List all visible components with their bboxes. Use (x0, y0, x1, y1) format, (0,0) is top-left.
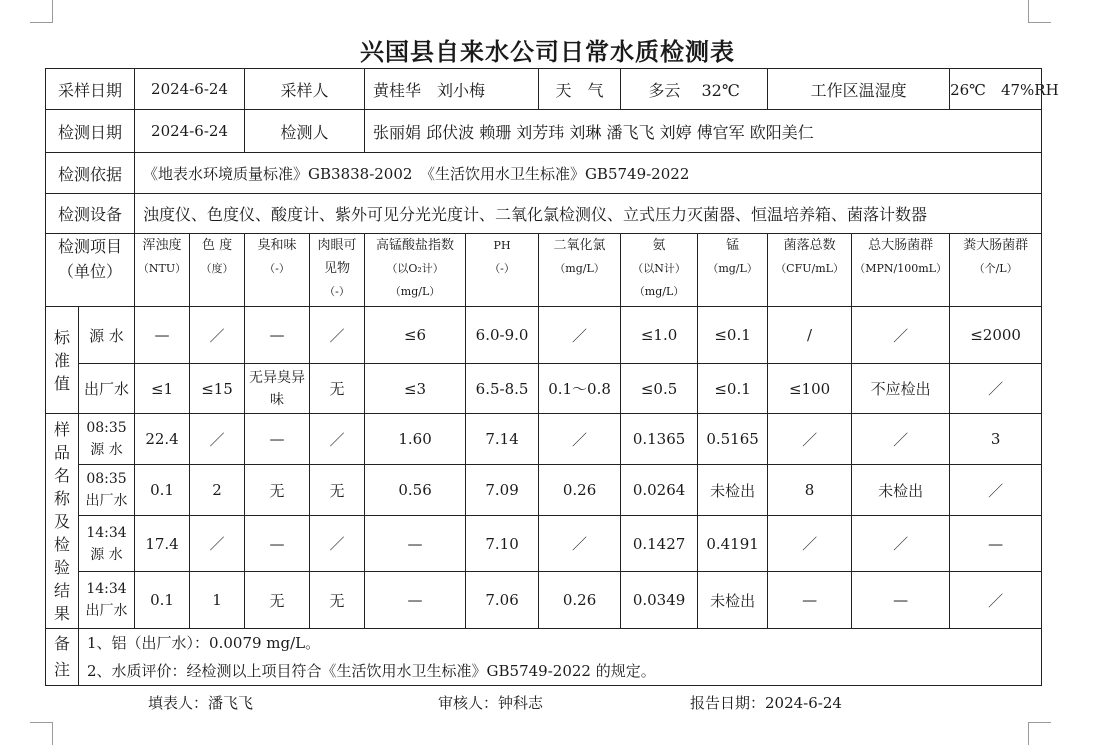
result-row (46, 414, 1042, 465)
result-cell: ／ (310, 414, 365, 465)
equipment-label: 检测设备 (46, 194, 135, 234)
sample-name: 08:35 出厂水 (79, 465, 135, 516)
sampler-label: 采样人 (245, 69, 365, 110)
col-header-total-coliform: 总大肠菌群 （MPN/100mL） (852, 234, 950, 307)
standard-cell: ≤100 (768, 364, 852, 414)
result-cell: — (768, 572, 852, 629)
standard-cell: — (245, 307, 310, 364)
result-cell: 未检出 (698, 572, 768, 629)
result-cell: 0.4191 (698, 516, 768, 572)
result-cell: — (245, 516, 310, 572)
standard-cell: ≤0.1 (698, 364, 768, 414)
result-cell: 1.60 (365, 414, 466, 465)
result-cell: 7.14 (466, 414, 539, 465)
basis-row (46, 153, 1042, 194)
standard-cell: ≤6 (365, 307, 466, 364)
result-cell: — (950, 516, 1042, 572)
standard-cell: — (135, 307, 190, 364)
result-cell: — (245, 414, 310, 465)
result-cell: 无 (310, 465, 365, 516)
result-cell: 0.56 (365, 465, 466, 516)
result-cell: ／ (310, 516, 365, 572)
result-cell: 22.4 (135, 414, 190, 465)
result-cell: 7.09 (466, 465, 539, 516)
sample-name: 14:34 出厂水 (79, 572, 135, 629)
result-cell: 无 (310, 572, 365, 629)
page-title: 兴国县自来水公司日常水质检测表 (360, 38, 735, 66)
remarks-text (79, 629, 1042, 686)
sampler-names: 黄桂华 刘小梅 (365, 69, 539, 110)
basis-text: 《地表水环境质量标准》GB3838-2002 《生活饮用水卫生标准》GB5749-2022 (135, 153, 1042, 194)
page-corner-mark (1028, 0, 1051, 23)
standard-label: 标 准 值 (46, 307, 79, 414)
report-date: 报告日期：2024-6-24 (690, 694, 842, 712)
remarks-label: 备 注 (46, 629, 79, 686)
result-cell: ／ (768, 516, 852, 572)
col-header-ammonia: 氨 （以N计） （mg/L） (621, 234, 698, 307)
equipment-row (46, 194, 1042, 234)
standard-cell: ／ (852, 307, 950, 364)
result-cell: 0.26 (539, 572, 621, 629)
result-cell: 0.1365 (621, 414, 698, 465)
col-header-visible-matter: 肉眼可 见物 （-） (310, 234, 365, 307)
col-header-ph: PH （-） (466, 234, 539, 307)
result-cell: ／ (950, 465, 1042, 516)
tester-label: 检测人 (245, 110, 365, 153)
result-cell: — (365, 572, 466, 629)
result-cell: 无 (245, 465, 310, 516)
standard-cell: 6.5-8.5 (466, 364, 539, 414)
col-header-turbidity: 浑浊度 （NTU） (135, 234, 190, 307)
result-cell: 7.06 (466, 572, 539, 629)
standard-cell: ≤1 (135, 364, 190, 414)
testing-row (46, 110, 1042, 153)
standard-cell: 6.0-9.0 (466, 307, 539, 364)
weather-value: 多云 32℃ (621, 69, 768, 110)
standard-cell: 无异臭异味 (245, 364, 310, 414)
testing-date: 2024-6-24 (135, 110, 245, 153)
standard-cell: ≤0.5 (621, 364, 698, 414)
standard-cell: 0.1～0.8 (539, 364, 621, 414)
sample-name: 14:34 源 水 (79, 516, 135, 572)
result-cell: 0.0264 (621, 465, 698, 516)
tester-names: 张丽娟 邱伏波 赖珊 刘芳玮 刘琳 潘飞飞 刘婷 傅官军 欧阳美仁 (365, 110, 1042, 153)
col-header-permanganate: 高锰酸盐指数 （以O₂计） （mg/L） (365, 234, 466, 307)
result-cell: 17.4 (135, 516, 190, 572)
result-cell: ／ (852, 414, 950, 465)
weather-label: 天 气 (539, 69, 621, 110)
result-cell: 1 (190, 572, 245, 629)
result-cell: 7.10 (466, 516, 539, 572)
item-label: 检测项目 (58, 237, 123, 256)
result-cell: 0.1 (135, 465, 190, 516)
remarks-row (46, 629, 1042, 686)
result-cell: 0.1 (135, 572, 190, 629)
result-row (46, 516, 1042, 572)
col-header-fecal-coliform: 粪大肠菌群 （个/L） (950, 234, 1042, 307)
result-cell: 0.0349 (621, 572, 698, 629)
result-cell: 2 (190, 465, 245, 516)
sampling-date: 2024-6-24 (135, 69, 245, 110)
sampling-date-label: 采样日期 (46, 69, 135, 110)
col-header-colony-count: 菌落总数 （CFU/mL） (768, 234, 852, 307)
standard-cell: ／ (950, 364, 1042, 414)
col-header-manganese: 锰 （mg/L） (698, 234, 768, 307)
result-cell: — (852, 572, 950, 629)
standard-cell: ／ (539, 307, 621, 364)
standard-cell: 不应检出 (852, 364, 950, 414)
result-cell: 0.1427 (621, 516, 698, 572)
standard-cell: 无 (310, 364, 365, 414)
env-label: 工作区温湿度 (768, 69, 950, 110)
result-cell: 0.26 (539, 465, 621, 516)
results-label: 样 品 名 称 及 检 验 结 果 (46, 414, 79, 629)
standard-row-outlet (46, 364, 1042, 414)
water-quality-table (45, 68, 1059, 686)
result-cell: ／ (539, 516, 621, 572)
column-header-row (46, 234, 1042, 307)
result-cell: 3 (950, 414, 1042, 465)
standard-cell: ≤1.0 (621, 307, 698, 364)
standard-row-label: 源 水 (79, 307, 135, 364)
standard-cell: ／ (190, 307, 245, 364)
result-cell: ／ (950, 572, 1042, 629)
testing-date-label: 检测日期 (46, 110, 135, 153)
sample-name: 08:35 源 水 (79, 414, 135, 465)
result-cell: ／ (852, 516, 950, 572)
equipment-text: 浊度仪、色度仪、酸度计、紫外可见分光光度计、二氧化氯检测仪、立式压力灭菌器、恒温培养箱、菌落计数器 (135, 194, 1042, 234)
sampling-row (46, 69, 1042, 110)
result-row (46, 465, 1042, 516)
page-corner-mark (30, 0, 53, 23)
remark-line: 1、铝（出厂水）：0.0079 mg/L。 (87, 634, 321, 652)
standard-row-label: 出厂水 (79, 364, 135, 414)
standard-cell: ≤0.1 (698, 307, 768, 364)
result-cell: 无 (245, 572, 310, 629)
result-cell: 8 (768, 465, 852, 516)
standard-cell: ≤15 (190, 364, 245, 414)
col-header-chlorine-dioxide: 二氧化氯 （mg/L） (539, 234, 621, 307)
result-cell: ／ (190, 516, 245, 572)
standard-cell: ≤3 (365, 364, 466, 414)
result-row (46, 572, 1042, 629)
col-header-odor: 臭和味 （-） (245, 234, 310, 307)
standard-row-source (46, 307, 1042, 364)
page-corner-mark (1028, 722, 1051, 745)
item-header (46, 234, 135, 307)
env-value: 26℃ 47%RH (950, 69, 1042, 110)
result-cell: 未检出 (852, 465, 950, 516)
standard-cell: ≤2000 (950, 307, 1042, 364)
standard-cell: / (768, 307, 852, 364)
result-cell: ／ (539, 414, 621, 465)
basis-label: 检测依据 (46, 153, 135, 194)
filler: 填表人：潘飞飞 (148, 694, 254, 712)
unit-label: （单位） (58, 262, 123, 281)
result-cell: — (365, 516, 466, 572)
reviewer: 审核人：钟科志 (438, 694, 544, 712)
page-corner-mark (30, 722, 53, 745)
col-header-color: 色 度 （度） (190, 234, 245, 307)
standard-cell: ／ (310, 307, 365, 364)
result-cell: 未检出 (698, 465, 768, 516)
result-cell: ／ (768, 414, 852, 465)
result-cell: ／ (190, 414, 245, 465)
remark-line: 2、水质评价：经检测以上项目符合《生活饮用水卫生标准》GB5749-2022 的规定。 (87, 662, 656, 680)
result-cell: 0.5165 (698, 414, 768, 465)
